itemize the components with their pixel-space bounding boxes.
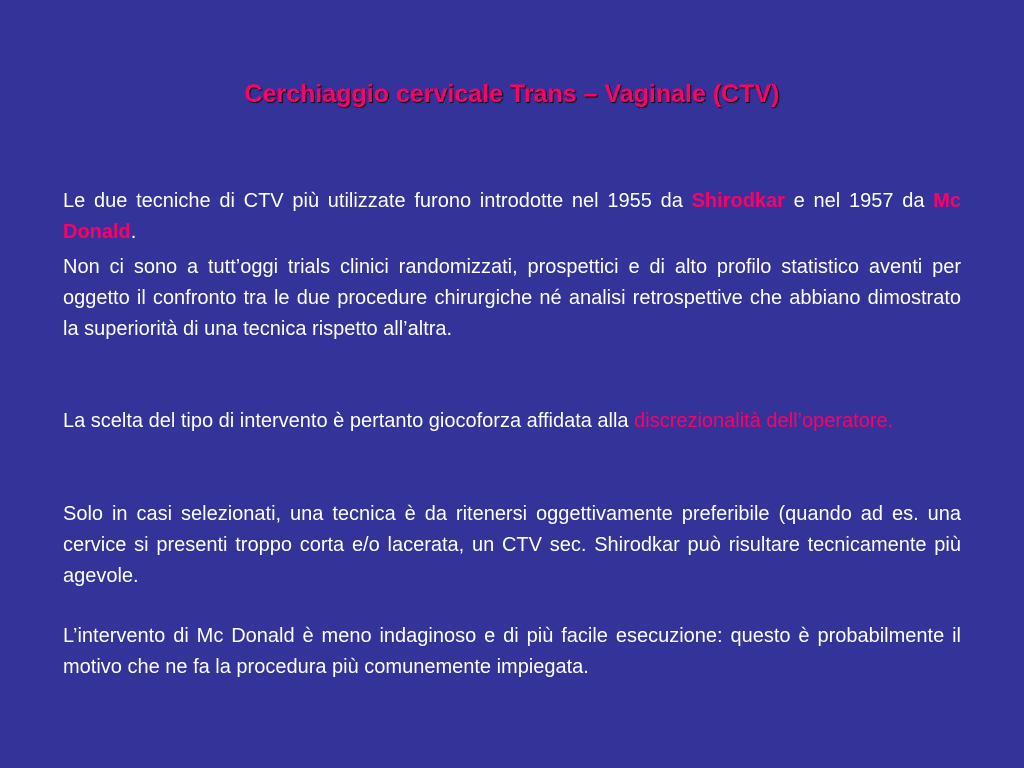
paragraph-selected-cases: Solo in casi selezionati, una tecnica è da ritenersi oggettivamente preferibile (quando ad es. una cervice si presenti troppo corta e/o lacerata, un CTV sec. Shirodkar può risultare tecnicamente più agevole. [63,503,961,587]
paragraph-text: . [130,221,137,243]
highlight-discretion: discrezionalità dell’operatore. [634,410,894,432]
highlight-mc-donald: Mc Donald [63,190,961,243]
paragraph-no-trials: Non ci sono a tutt’oggi trials clinici randomizzati, prospettici e di alto profilo statistico aventi per oggetto il confronto tra le due procedure chirurgiche né analisi retrospettive che abbiano dimostrato la superiorità di una tecnica rispetto all’altra. [63,256,961,340]
paragraph-mc-donald-advantage: L’intervento di Mc Donald è meno indaginoso e di più facile esecuzione: questo è probabilmente il motivo che ne fa la procedura più comunemente impiegata. [63,625,961,678]
paragraph-operator-choice [63,406,961,437]
paragraph-text: La scelta del tipo di intervento è pertanto giocoforza affidata alla [63,410,635,432]
highlight-shirodkar: Shirodkar [691,190,785,212]
slide-title: Cerchiaggio cervicale Trans – Vaginale (CTV) [244,80,780,108]
paragraph-text: e nel 1957 da [784,190,934,212]
paragraph-text: Le due tecniche di CTV più utilizzate furono introdotte nel 1955 da [63,190,692,212]
paragraph-techniques-intro [63,186,961,248]
